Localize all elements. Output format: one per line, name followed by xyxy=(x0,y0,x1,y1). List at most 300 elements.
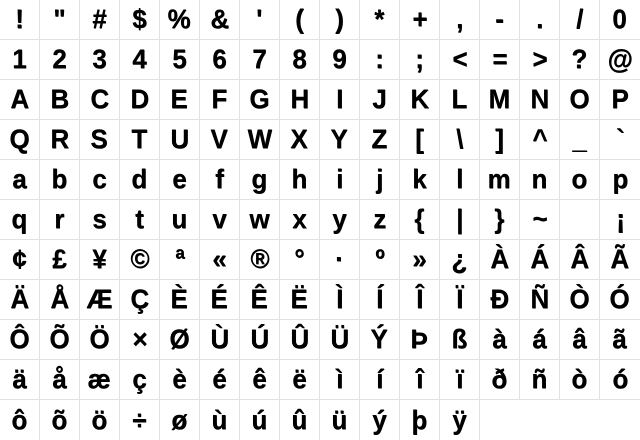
glyph-cell xyxy=(200,360,240,400)
glyph-cell xyxy=(440,120,480,160)
glyph-cell xyxy=(480,280,520,320)
glyph: H xyxy=(290,84,309,114)
glyph-cell xyxy=(400,280,440,320)
glyph-cell xyxy=(360,360,400,400)
glyph: ¢ xyxy=(12,244,27,274)
glyph-cell xyxy=(520,320,560,360)
glyph-cell xyxy=(360,280,400,320)
glyph-cell xyxy=(160,80,200,120)
glyph-cell xyxy=(280,160,320,200)
glyph: + xyxy=(411,4,428,34)
glyph-cell xyxy=(280,0,320,40)
glyph-cell xyxy=(280,120,320,160)
glyph: ê xyxy=(252,364,267,394)
glyph: ï xyxy=(455,364,464,394)
glyph: = xyxy=(491,44,508,74)
glyph: n xyxy=(531,164,548,194)
glyph-cell xyxy=(80,200,120,240)
glyph-cell xyxy=(0,160,40,200)
glyph: d xyxy=(131,164,148,194)
glyph-cell xyxy=(360,120,400,160)
glyph: Ò xyxy=(569,284,590,314)
glyph-cell xyxy=(240,400,280,440)
glyph: # xyxy=(92,4,107,34)
glyph: j xyxy=(375,164,384,194)
glyph-cell xyxy=(400,360,440,400)
glyph-cell xyxy=(320,360,360,400)
blank-area xyxy=(480,400,520,440)
glyph: z xyxy=(373,204,386,234)
glyph-cell xyxy=(360,240,400,280)
glyph-cell xyxy=(120,80,160,120)
glyph: Û xyxy=(290,324,309,354)
glyph: ¡ xyxy=(615,204,625,234)
glyph-cell xyxy=(120,40,160,80)
glyph: é xyxy=(212,364,227,394)
glyph: Ø xyxy=(169,324,190,354)
glyph-cell xyxy=(160,280,200,320)
glyph: Ñ xyxy=(530,284,549,314)
glyph: ¿ xyxy=(451,244,468,274)
glyph: ; xyxy=(415,44,424,74)
glyph-cell xyxy=(160,400,200,440)
glyph-cell xyxy=(80,400,120,440)
glyph: 9 xyxy=(332,44,347,74)
glyph-cell xyxy=(560,160,600,200)
glyph: R xyxy=(50,124,69,154)
glyph: ^ xyxy=(531,124,548,154)
glyph-cell xyxy=(400,240,440,280)
glyph: & xyxy=(210,4,229,34)
glyph-cell xyxy=(520,120,560,160)
glyph-cell xyxy=(440,40,480,80)
glyph: % xyxy=(167,4,192,34)
glyph-cell xyxy=(0,360,40,400)
glyph: È xyxy=(170,284,189,314)
glyph-cell xyxy=(320,40,360,80)
glyph: ! xyxy=(15,4,24,34)
glyph: û xyxy=(291,404,308,435)
glyph-cell xyxy=(480,40,520,80)
glyph: D xyxy=(130,84,149,114)
glyph-cell xyxy=(600,80,640,120)
glyph-cell xyxy=(160,0,200,40)
glyph-cell xyxy=(400,80,440,120)
glyph: \ xyxy=(455,124,464,154)
glyph-cell xyxy=(560,360,600,400)
glyph: Ó xyxy=(609,284,631,314)
glyph: ª xyxy=(174,244,185,274)
glyph-cell xyxy=(560,120,600,160)
glyph: [ xyxy=(415,124,424,154)
glyph: , xyxy=(455,4,464,34)
glyph: Â xyxy=(570,244,589,274)
glyph: w xyxy=(249,204,270,234)
glyph-cell xyxy=(40,160,80,200)
glyph: Þ xyxy=(410,324,429,354)
glyph-cell xyxy=(560,320,600,360)
glyph-cell xyxy=(360,0,400,40)
glyph: · xyxy=(335,244,344,274)
glyph-cell xyxy=(40,200,80,240)
glyph-cell xyxy=(80,280,120,320)
glyph: 4 xyxy=(132,44,147,74)
glyph-cell xyxy=(320,240,360,280)
glyph-cell xyxy=(520,80,560,120)
blank-area xyxy=(560,400,600,440)
glyph-cell xyxy=(320,280,360,320)
glyph: ] xyxy=(495,124,504,154)
glyph: M xyxy=(488,84,511,114)
glyph-cell xyxy=(320,0,360,40)
glyph: ì xyxy=(335,364,344,394)
glyph-cell xyxy=(80,0,120,40)
glyph-cell xyxy=(40,80,80,120)
glyph: ñ xyxy=(531,364,548,394)
glyph: 3 xyxy=(92,44,107,74)
glyph-cell xyxy=(600,280,640,320)
glyph: à xyxy=(492,324,507,354)
glyph: Ê xyxy=(250,284,269,314)
glyph-cell xyxy=(240,40,280,80)
glyph-cell xyxy=(120,160,160,200)
glyph: * xyxy=(374,4,385,34)
glyph-cell xyxy=(320,80,360,120)
glyph-cell xyxy=(40,40,80,80)
glyph-cell xyxy=(200,160,240,200)
glyph: × xyxy=(131,324,148,354)
glyph-cell xyxy=(480,240,520,280)
glyph-cell xyxy=(200,40,240,80)
glyph-cell xyxy=(240,160,280,200)
glyph: | xyxy=(455,204,464,234)
glyph: ? xyxy=(571,44,588,74)
glyph-cell xyxy=(400,400,440,440)
glyph: b xyxy=(51,164,68,194)
glyph-cell xyxy=(440,200,480,240)
glyph: ó xyxy=(612,364,628,394)
glyph: õ xyxy=(51,404,68,435)
glyph-cell xyxy=(280,240,320,280)
glyph-cell xyxy=(200,280,240,320)
glyph-cell xyxy=(120,360,160,400)
glyph-cell xyxy=(600,200,640,240)
blank-area xyxy=(520,400,560,440)
glyph: Y xyxy=(330,124,349,154)
glyph: ® xyxy=(249,244,270,274)
glyph: X xyxy=(290,124,309,154)
glyph: U xyxy=(170,124,189,154)
glyph: þ xyxy=(411,404,428,435)
glyph: Å xyxy=(50,284,69,314)
glyph: ç xyxy=(132,364,147,394)
glyph-cell xyxy=(160,200,200,240)
glyph: 1 xyxy=(12,44,27,74)
glyph-cell xyxy=(440,0,480,40)
glyph: V xyxy=(210,124,229,154)
glyph-cell xyxy=(520,280,560,320)
glyph-cell xyxy=(200,200,240,240)
glyph-cell xyxy=(520,240,560,280)
glyph-cell xyxy=(600,160,640,200)
glyph-cell xyxy=(280,400,320,440)
glyph-cell xyxy=(360,160,400,200)
glyph: Z xyxy=(371,124,388,154)
glyph-cell xyxy=(120,200,160,240)
glyph-cell xyxy=(200,120,240,160)
glyph: W xyxy=(247,124,272,154)
glyph: ) xyxy=(335,4,344,34)
glyph-cell xyxy=(440,280,480,320)
glyph: r xyxy=(54,204,65,234)
glyph-cell xyxy=(560,80,600,120)
glyph: å xyxy=(52,364,67,394)
glyph-cell xyxy=(520,160,560,200)
glyph: ( xyxy=(295,4,304,34)
glyph-cell xyxy=(480,0,520,40)
glyph: K xyxy=(410,84,429,114)
glyph: m xyxy=(487,164,512,194)
glyph-cell xyxy=(80,40,120,80)
glyph-cell xyxy=(480,160,520,200)
glyph: ù xyxy=(211,404,228,435)
glyph-cell xyxy=(280,40,320,80)
empty-glyph-cell xyxy=(560,200,600,240)
glyph-cell xyxy=(80,80,120,120)
glyph: Ï xyxy=(455,284,464,314)
glyph-cell xyxy=(520,360,560,400)
glyph: Ë xyxy=(290,284,309,314)
glyph: ÿ xyxy=(452,404,467,435)
glyph-cell xyxy=(240,280,280,320)
glyph: N xyxy=(530,84,549,114)
glyph-cell xyxy=(400,40,440,80)
glyph: v xyxy=(212,204,227,234)
glyph-cell xyxy=(480,80,520,120)
glyph: G xyxy=(249,84,270,114)
glyph: Ô xyxy=(9,324,30,354)
glyph: u xyxy=(171,204,188,234)
glyph: Ý xyxy=(370,324,389,354)
glyph: Ã xyxy=(610,244,630,274)
glyph-cell xyxy=(560,0,600,40)
glyph: Ä xyxy=(10,284,29,314)
glyph: < xyxy=(451,44,468,74)
glyph-cell xyxy=(0,200,40,240)
glyph-cell xyxy=(240,200,280,240)
glyph: À xyxy=(490,244,509,274)
glyph-cell xyxy=(160,40,200,80)
glyph-cell xyxy=(80,360,120,400)
glyph: ` xyxy=(615,124,625,154)
glyph: ý xyxy=(372,404,387,435)
glyph-cell xyxy=(560,280,600,320)
glyph-cell xyxy=(520,0,560,40)
glyph: h xyxy=(291,164,308,194)
glyph: @ xyxy=(607,44,633,74)
glyph: Ö xyxy=(89,324,110,354)
glyph-cell xyxy=(600,320,640,360)
glyph-cell xyxy=(160,320,200,360)
glyph: s xyxy=(92,204,107,234)
glyph-cell xyxy=(80,120,120,160)
glyph: £ xyxy=(52,244,67,274)
glyph-cell xyxy=(0,280,40,320)
glyph: í xyxy=(375,364,384,394)
glyph-cell xyxy=(280,80,320,120)
glyph-cell xyxy=(160,240,200,280)
glyph: ã xyxy=(612,324,628,354)
glyph: k xyxy=(412,164,427,194)
glyph-cell xyxy=(0,400,40,440)
glyph-cell xyxy=(0,80,40,120)
glyph: © xyxy=(129,244,150,274)
glyph: Î xyxy=(415,284,424,314)
glyph-cell xyxy=(600,360,640,400)
glyph-cell xyxy=(120,280,160,320)
glyph: P xyxy=(611,84,629,114)
glyph: C xyxy=(90,84,109,114)
glyph-cell xyxy=(320,320,360,360)
glyph-cell xyxy=(40,120,80,160)
glyph-cell xyxy=(160,120,200,160)
glyph: A xyxy=(10,84,29,114)
glyph: F xyxy=(211,84,228,114)
glyph-cell xyxy=(360,40,400,80)
glyph-cell xyxy=(160,360,200,400)
glyph: ä xyxy=(12,364,27,394)
glyph: » xyxy=(412,244,427,274)
glyph-cell xyxy=(200,0,240,40)
glyph: ú xyxy=(251,404,268,435)
glyph: « xyxy=(212,244,227,274)
glyph-cell xyxy=(200,320,240,360)
glyph: { xyxy=(414,204,425,234)
glyph: 8 xyxy=(292,44,307,74)
glyph: Í xyxy=(375,284,384,314)
glyph-cell xyxy=(600,0,640,40)
glyph: Á xyxy=(530,244,549,274)
glyph: i xyxy=(335,164,344,194)
glyph: l xyxy=(455,164,464,194)
glyph-cell xyxy=(120,120,160,160)
glyph-cell xyxy=(40,0,80,40)
glyph-cell xyxy=(200,240,240,280)
glyph: - xyxy=(495,4,504,34)
glyph-cell xyxy=(40,320,80,360)
glyph-cell xyxy=(40,240,80,280)
glyph: Æ xyxy=(86,284,113,314)
glyph-cell xyxy=(0,240,40,280)
glyph: º xyxy=(374,244,385,274)
glyph: E xyxy=(170,84,189,114)
glyph: 2 xyxy=(52,44,67,74)
glyph: o xyxy=(571,164,588,194)
glyph-cell xyxy=(0,40,40,80)
glyph-cell xyxy=(400,200,440,240)
glyph: L xyxy=(451,84,468,114)
glyph-cell xyxy=(360,200,400,240)
glyph: Ü xyxy=(330,324,349,354)
glyph-cell xyxy=(120,240,160,280)
glyph-cell xyxy=(200,80,240,120)
glyph-cell xyxy=(200,400,240,440)
glyph: 7 xyxy=(252,44,267,74)
glyph: á xyxy=(532,324,547,354)
glyph: ô xyxy=(11,404,28,435)
glyph-cell xyxy=(400,0,440,40)
glyph: ö xyxy=(91,404,108,435)
glyph-cell xyxy=(440,400,480,440)
glyph-cell xyxy=(0,120,40,160)
glyph-cell xyxy=(600,240,640,280)
glyph: O xyxy=(569,84,590,114)
glyph: g xyxy=(251,164,268,194)
glyph-cell xyxy=(320,120,360,160)
glyph-cell xyxy=(240,240,280,280)
glyph: ° xyxy=(294,244,305,274)
glyph-cell xyxy=(600,40,640,80)
glyph: f xyxy=(215,164,224,194)
glyph-cell xyxy=(320,400,360,440)
glyph-cell xyxy=(560,40,600,80)
glyph-cell xyxy=(360,80,400,120)
glyph: Ú xyxy=(250,324,269,354)
glyph-cell xyxy=(440,320,480,360)
glyph: x xyxy=(292,204,307,234)
glyph: : xyxy=(375,44,384,74)
glyph-cell xyxy=(240,360,280,400)
glyph-cell xyxy=(120,320,160,360)
glyph-cell xyxy=(400,160,440,200)
glyph: æ xyxy=(87,364,112,394)
glyph: â xyxy=(572,324,587,354)
glyph-cell xyxy=(480,360,520,400)
glyph-cell xyxy=(240,320,280,360)
glyph-cell xyxy=(120,0,160,40)
glyph-cell xyxy=(440,160,480,200)
glyph: Ç xyxy=(130,284,149,314)
glyph-cell xyxy=(280,360,320,400)
glyph: " xyxy=(53,4,66,34)
glyph-cell xyxy=(440,240,480,280)
glyph: ÷ xyxy=(132,404,147,435)
glyph: ë xyxy=(292,364,307,394)
glyph: Õ xyxy=(49,324,70,354)
glyph: 5 xyxy=(172,44,187,74)
glyph: 6 xyxy=(212,44,227,74)
glyph-cell xyxy=(280,200,320,240)
glyph-cell xyxy=(40,280,80,320)
glyph-cell xyxy=(280,320,320,360)
glyph: ø xyxy=(171,404,188,435)
glyph-cell xyxy=(40,360,80,400)
glyph: î xyxy=(415,364,424,394)
glyph-cell xyxy=(480,320,520,360)
glyph: p xyxy=(612,164,628,194)
glyph: É xyxy=(210,284,229,314)
glyph-cell xyxy=(480,120,520,160)
glyph-cell xyxy=(80,160,120,200)
glyph: t xyxy=(135,204,144,234)
glyph: ~ xyxy=(531,204,548,234)
glyph-cell xyxy=(40,400,80,440)
glyph-cell xyxy=(160,160,200,200)
glyph: q xyxy=(11,204,28,234)
glyph: ¥ xyxy=(92,244,107,274)
blank-area xyxy=(600,400,640,440)
glyph-cell xyxy=(480,200,520,240)
